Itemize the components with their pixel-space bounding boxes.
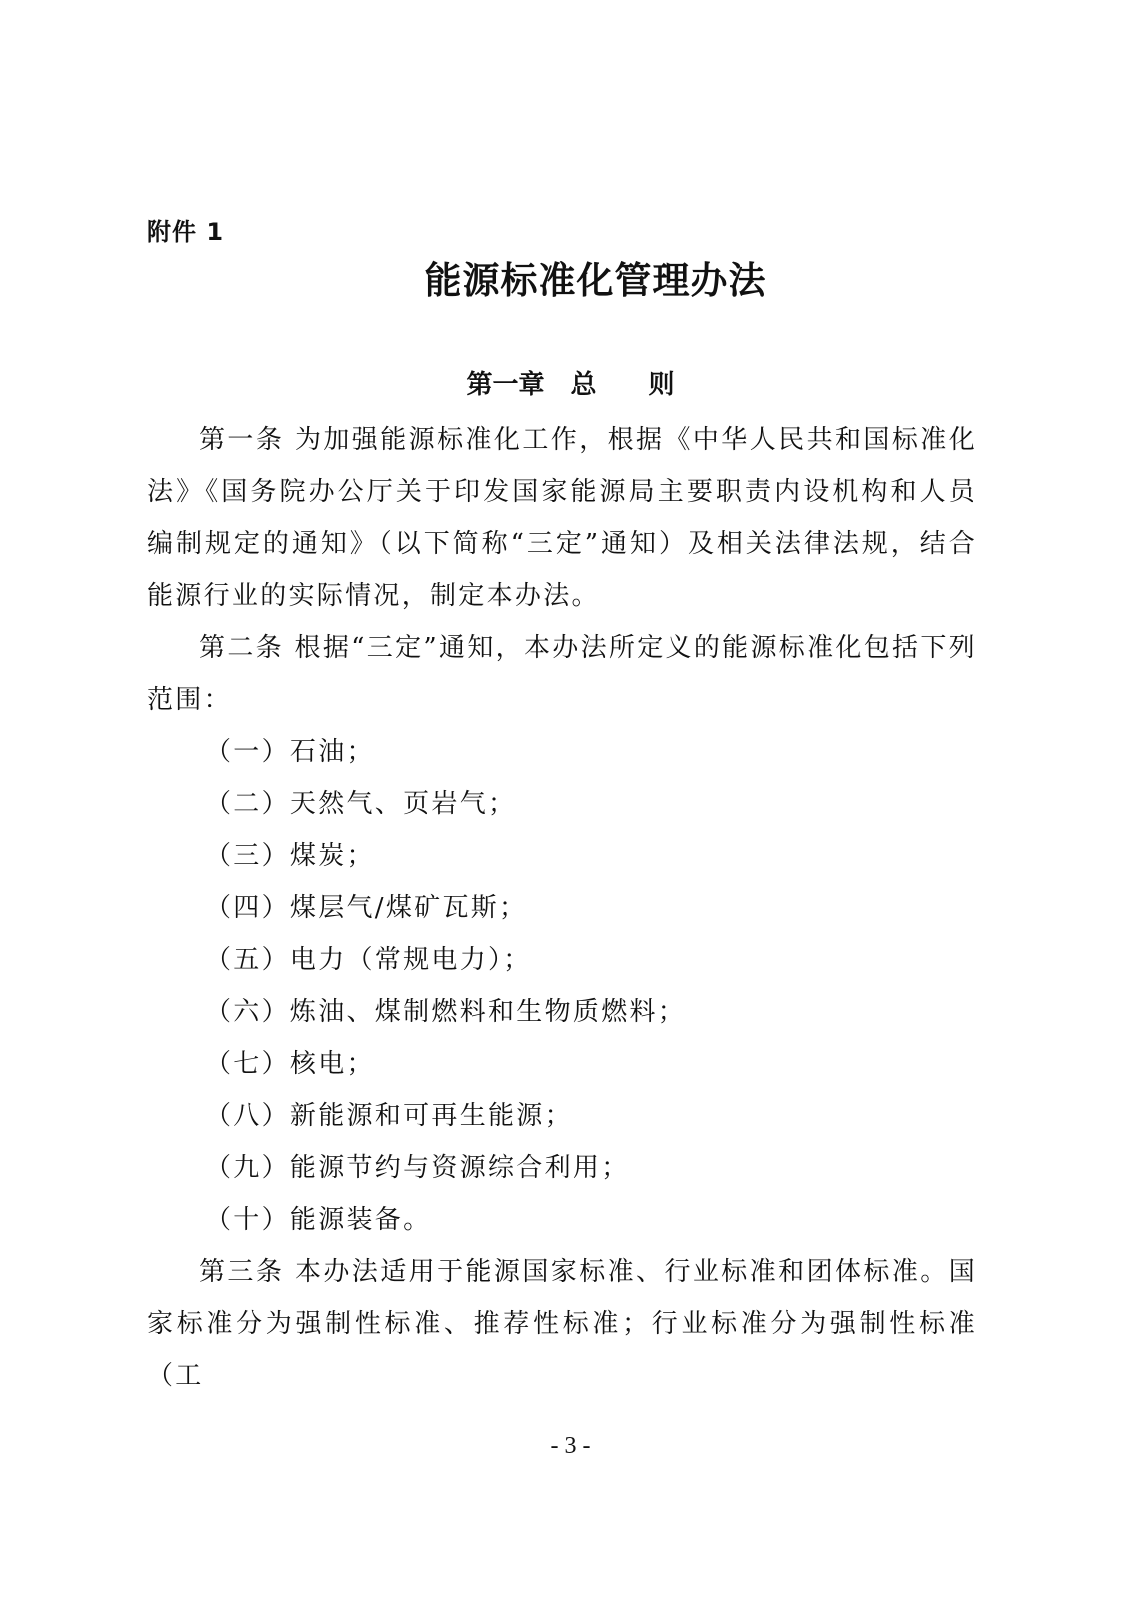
- scope-item-3: （三）煤炭；: [205, 841, 375, 871]
- chapter-heading: [0, 364, 1131, 401]
- article-2: 第二条 根据“三定”通知，本办法所定义的能源标准化包括下列范围：: [147, 633, 977, 715]
- article-1: 第一条 为加强能源标准化工作，根据《中华人民共和国标准化法》《国务院办公厅关于印发国家能源局主要职责内设机构和人员编制规定的通知》（以下简称“三定”通知）及相关法律法规，结合能源行业的实际情况，制定本办法。: [147, 425, 977, 611]
- scope-item-6: （六）炼油、煤制燃料和生物质燃料；: [205, 997, 687, 1027]
- chapter-number: 第一章: [466, 370, 545, 400]
- attachment-label: 附件 1: [147, 218, 225, 246]
- scope-item-8: （八）新能源和可再生能源；: [205, 1101, 573, 1131]
- scope-item-10: （十）能源装备。: [205, 1205, 432, 1235]
- document-body: [147, 414, 977, 1402]
- scope-item-4: （四）煤层气/煤矿瓦斯；: [205, 893, 528, 923]
- page-number: - 3 -: [550, 1433, 591, 1459]
- article-3: 第三条 本办法适用于能源国家标准、行业标准和团体标准。国家标准分为强制性标准、推荐性标准；行业标准分为强制性标准（工: [147, 1257, 977, 1391]
- scope-item-2: （二）天然气、页岩气；: [205, 789, 517, 819]
- chapter-word-2: 则: [648, 370, 675, 400]
- scope-item-5: （五）电力（常规电力）；: [205, 945, 532, 975]
- scope-item-7: （七）核电；: [205, 1049, 375, 1079]
- scope-item-1: （一）石油；: [205, 737, 375, 767]
- scope-item-9: （九）能源节约与资源综合利用；: [205, 1153, 630, 1183]
- document-title: 能源标准化管理办法: [424, 259, 767, 302]
- chapter-word-1: 总: [570, 370, 597, 400]
